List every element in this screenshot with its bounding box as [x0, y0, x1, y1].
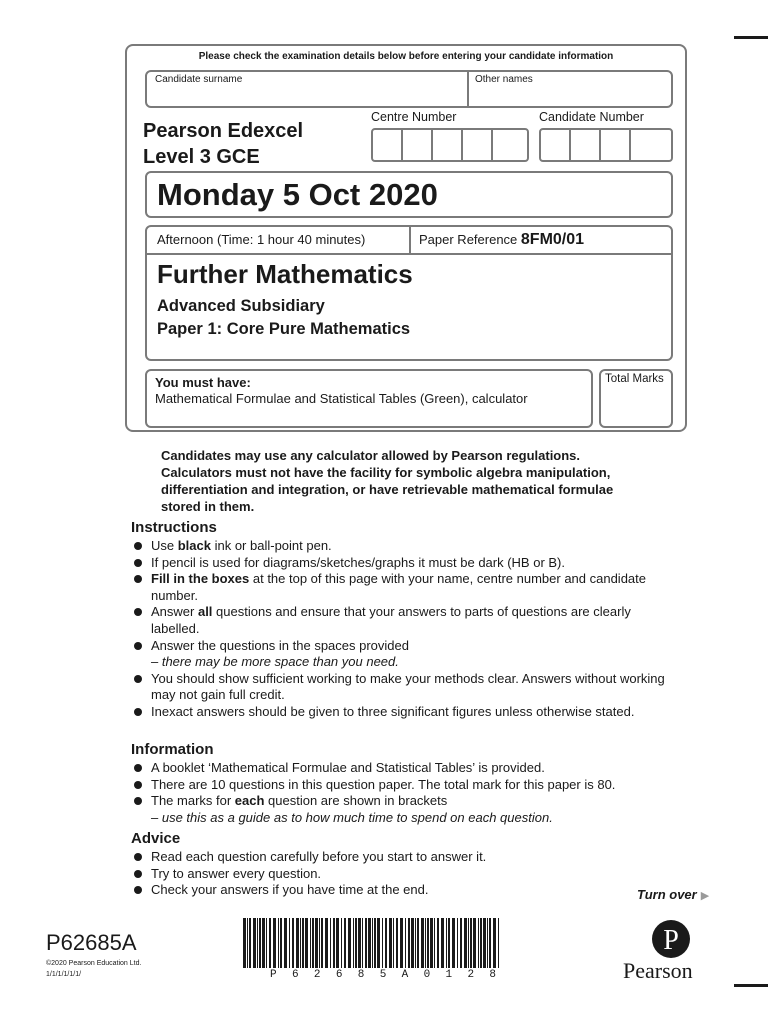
- barcode-bar: [480, 918, 482, 968]
- list-item-pre: Read each question carefully before you start to answer it.: [151, 849, 487, 864]
- barcode-bar: [368, 918, 371, 968]
- exam-date: Monday 5 Oct 2020: [157, 177, 438, 212]
- barcode-bar: [430, 918, 433, 968]
- barcode-bar: [377, 918, 380, 968]
- barcode-bar: [257, 918, 258, 968]
- barcode-bar: [344, 918, 346, 968]
- must-have-title: You must have:: [155, 375, 251, 390]
- barcode-bar: [446, 918, 447, 968]
- barcode-char: 6: [335, 969, 343, 981]
- list-item-pre: Inexact answers should be given to three significant figures unless otherwise stated.: [151, 703, 635, 719]
- barcode-bar: [300, 918, 301, 968]
- candidate-surname-field[interactable]: [147, 72, 467, 106]
- list-item: [133, 704, 673, 721]
- candidate-digit[interactable]: [631, 130, 665, 160]
- pearson-logo-icon: [652, 920, 690, 958]
- list-item-pre: There are 10 questions in this question paper. The total mark for this paper is 80.: [151, 776, 616, 792]
- barcode-bar: [382, 918, 383, 968]
- copyright-block: [46, 958, 141, 980]
- other-names-label: Other names: [475, 74, 533, 85]
- barcode-bar: [292, 918, 294, 968]
- list-item-bold: Fill in the boxes: [151, 571, 250, 587]
- board-name: Pearson Edexcel: [143, 120, 304, 142]
- list-item-post: question are shown in brackets: [264, 793, 448, 809]
- barcode-bar: [305, 918, 308, 968]
- paper-reference-label: Paper Reference: [419, 232, 518, 247]
- session-row: [147, 227, 671, 255]
- check-details-note: Please check the examination details below before entering your candidate information: [198, 51, 614, 62]
- subject-title: Further Mathematics: [157, 259, 413, 289]
- barcode-bar: [259, 918, 261, 968]
- paper-details-box: [145, 225, 673, 361]
- barcode-bar: [468, 918, 469, 968]
- list-item-pre: Answer the questions in the spaces provided: [151, 637, 409, 653]
- barcode-bar: [325, 918, 328, 968]
- centre-number-boxes[interactable]: [371, 128, 529, 162]
- turn-over-label: Turn over: [637, 887, 697, 902]
- list-item-pre: Answer: [151, 604, 198, 620]
- candidate-details-frame: [125, 44, 687, 432]
- barcode-bar: [460, 918, 462, 968]
- paper-subtitle: Paper 1: Core Pure Mathematics: [157, 320, 411, 338]
- copyright-text: ©2020 Pearson Education Ltd.: [46, 960, 142, 967]
- instructions-list: [133, 538, 673, 721]
- barcode-bar: [400, 918, 403, 968]
- barcode-char: 8: [489, 969, 496, 981]
- list-item: [133, 849, 673, 866]
- barcode-char: A: [401, 969, 409, 981]
- barcode-bar: [348, 918, 351, 968]
- barcode-bar: [427, 918, 429, 968]
- barcode-bar: [493, 918, 496, 968]
- barcode-bar: [302, 918, 304, 968]
- barcode-bar: [408, 918, 410, 968]
- candidate-name-box: [145, 70, 673, 108]
- advice-heading: Advice: [131, 830, 181, 847]
- list-item-post: ink or ball-point pen.: [210, 538, 332, 553]
- barcode-bar: [489, 918, 491, 968]
- barcode-bar: [434, 918, 435, 968]
- list-item: [133, 555, 673, 572]
- barcode-char: 6: [291, 969, 299, 981]
- candidate-number-boxes[interactable]: [539, 128, 673, 162]
- barcode-bar: [284, 918, 287, 968]
- barcode-bar: [483, 918, 486, 968]
- qualification-level: Level 3 GCE: [143, 146, 260, 168]
- barcode-bar: [389, 918, 392, 968]
- list-item: [133, 538, 673, 555]
- barcode-bar: [385, 918, 387, 968]
- barcode-bar: [280, 918, 282, 968]
- barcode-bar: [478, 918, 479, 968]
- barcode-bar: [405, 918, 406, 968]
- barcode-bar: [315, 918, 318, 968]
- list-item: [133, 866, 673, 883]
- list-item-post: questions and ensure that your answers to parts of questions are clearly labelled.: [151, 604, 631, 636]
- centre-digit[interactable]: [433, 130, 463, 160]
- barcode-bar: [415, 918, 416, 968]
- barcode-bar: [321, 918, 323, 968]
- candidate-digit[interactable]: [541, 130, 571, 160]
- barcode-bar: [333, 918, 335, 968]
- barcode-bar: [273, 918, 276, 968]
- session-time: Afternoon (Time: 1 hour 40 minutes): [157, 232, 366, 247]
- barcode-bar: [498, 918, 499, 968]
- list-item-post: at the top of this page with your name, centre number and candidate number.: [151, 571, 646, 603]
- candidate-surname-label: Candidate surname: [155, 74, 243, 85]
- candidate-digit[interactable]: [601, 130, 631, 160]
- qualification-subtitle: Advanced Subsidiary: [157, 297, 325, 315]
- barcode-char: 0: [423, 969, 431, 981]
- pearson-wordmark: Pearson: [623, 958, 693, 983]
- barcode-bar: [487, 918, 488, 968]
- barcode-bar: [336, 918, 339, 968]
- calculator-note: Candidates may use any calculator allowed by Pearson regulations. Calculators must not have the facility for symbolic algebra manipulation, differentiation and integration, or have retrievable mathematical formulae stored in them.: [161, 448, 614, 514]
- barcode-bar: [452, 918, 455, 968]
- print-code: 1/1/1/1/1/1/: [46, 971, 82, 978]
- instructions-heading: Instructions: [131, 519, 217, 536]
- centre-digit[interactable]: [373, 130, 403, 160]
- list-item-pre: The marks for: [151, 793, 235, 809]
- list-item-italic: – use this as a guide as to how much time to spend on each question.: [151, 809, 553, 825]
- barcode-bar: [278, 918, 279, 968]
- barcode-bar: [411, 918, 414, 968]
- candidate-digit[interactable]: [571, 130, 601, 160]
- list-item: [133, 604, 673, 637]
- centre-number-label: Centre Number: [371, 110, 457, 124]
- list-item: [133, 760, 673, 777]
- information-heading: Information: [131, 741, 214, 758]
- list-item-pre: You should show sufficient working to make your methods clear. Answers without working may not gain full credit.: [151, 670, 665, 703]
- exam-date-box: [145, 171, 673, 218]
- barcode-bar: [296, 918, 299, 968]
- barcode-bar: [341, 918, 342, 968]
- barcode-bar: [448, 918, 450, 968]
- barcode-bar: [330, 918, 331, 968]
- session-divider: [409, 227, 411, 253]
- barcode-char: 2: [313, 969, 321, 981]
- list-item-bold: black: [177, 538, 211, 553]
- barcode-bar: [247, 918, 248, 968]
- barcode-bar: [396, 918, 398, 968]
- barcode-bar: [253, 918, 256, 968]
- list-item-pre: A booklet ‘Mathematical Formulae and Statistical Tables’ is provided.: [151, 760, 545, 775]
- barcode-bar: [464, 918, 467, 968]
- barcode-number: [270, 969, 496, 981]
- registration-mark-bottom: [734, 984, 768, 987]
- barcode-bar: [372, 918, 373, 968]
- barcode-bar: [425, 918, 426, 968]
- logo-letter: P: [663, 925, 679, 956]
- barcode-bar: [421, 918, 424, 968]
- barcode-bar: [312, 918, 314, 968]
- barcode-bar: [262, 918, 265, 968]
- barcode-bar: [441, 918, 444, 968]
- list-item-pre: Check your answers if you have time at the end.: [151, 882, 429, 898]
- other-names-field[interactable]: [469, 72, 671, 106]
- barcode-bar: [266, 918, 267, 968]
- list-item: [133, 882, 673, 899]
- list-item: [133, 777, 673, 794]
- list-item-pre: Try to answer every question.: [151, 865, 322, 881]
- paper-code: P62685A: [46, 930, 137, 955]
- must-have-text: Mathematical Formulae and Statistical Tables (Green), calculator: [155, 391, 528, 406]
- barcode-bar: [310, 918, 311, 968]
- right-triangle-icon: ▶: [700, 890, 710, 902]
- barcode-bar: [365, 918, 367, 968]
- information-list: [133, 760, 673, 826]
- exam-board: [143, 118, 303, 170]
- list-item: [133, 638, 673, 671]
- barcode-bar: [355, 918, 357, 968]
- list-item-pre: If pencil is used for diagrams/sketches/graphs it must be dark (HB or B).: [151, 554, 566, 570]
- must-have-box: [145, 369, 593, 428]
- barcode-bar: [473, 918, 476, 968]
- barcode-bar: [269, 918, 271, 968]
- barcode-bar: [393, 918, 394, 968]
- barcode-icon: [243, 918, 505, 968]
- barcode-bar: [249, 918, 251, 968]
- barcode-bar: [457, 918, 458, 968]
- paper-reference-code: 8FM0/01: [520, 231, 585, 248]
- list-item: [133, 571, 673, 604]
- turn-over: [637, 887, 709, 902]
- barcode-char: 8: [357, 969, 365, 981]
- advice-list: [133, 849, 673, 899]
- barcode-char: 5: [379, 969, 387, 981]
- candidate-number-label: Candidate Number: [539, 110, 644, 124]
- barcode-char: 2: [467, 969, 475, 981]
- barcode-bar: [289, 918, 290, 968]
- barcode-char: P: [270, 969, 277, 981]
- centre-digit[interactable]: [493, 130, 523, 160]
- list-item-italic: – there may be more space than you need.: [151, 654, 399, 670]
- centre-digit[interactable]: [403, 130, 433, 160]
- total-marks-box: [599, 369, 673, 428]
- barcode-bar: [437, 918, 439, 968]
- barcode-bar: [243, 918, 246, 968]
- barcode-bar: [358, 918, 361, 968]
- barcode-bar: [362, 918, 363, 968]
- list-item-bold: all: [197, 604, 213, 620]
- list-item-bold: each: [234, 793, 265, 809]
- list-item-pre: Use: [151, 538, 178, 553]
- registration-mark-top: [734, 36, 768, 39]
- barcode-bar: [319, 918, 320, 968]
- barcode-char: 1: [445, 969, 453, 981]
- list-item: [133, 793, 673, 826]
- total-marks-label: Total Marks: [605, 373, 664, 385]
- centre-digit[interactable]: [463, 130, 493, 160]
- barcode-bar: [374, 918, 376, 968]
- list-item: [133, 671, 673, 704]
- barcode-bar: [470, 918, 472, 968]
- barcode-bar: [417, 918, 419, 968]
- barcode-bar: [353, 918, 354, 968]
